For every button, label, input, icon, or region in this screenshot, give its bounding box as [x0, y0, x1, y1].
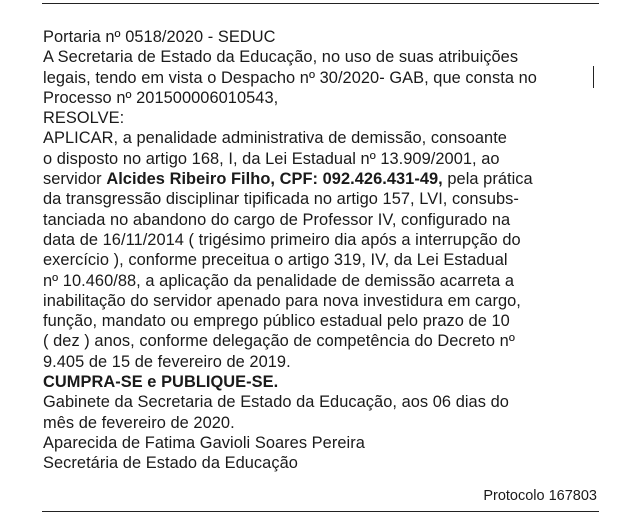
closing-line: Gabinete da Secretaria de Estado da Educação, aos 06 dias do: [43, 393, 509, 412]
signatory-title: Secretária de Estado da Educação: [43, 454, 298, 473]
servant-suffix: pela prática: [442, 170, 533, 189]
body-line: da transgressão disciplinar tipificada no artigo 157, LVI, consubs-: [43, 190, 519, 209]
servant-prefix: servidor: [43, 170, 107, 189]
servant-name-cpf: Alcides Ribeiro Filho, CPF: 092.426.431-49,: [106, 170, 443, 189]
body-line: nº 10.460/88, a aplicação da penalidade de demissão acarreta a: [43, 271, 515, 290]
bottom-divider: [42, 511, 599, 512]
signatory-name: Aparecida de Fatima Gavioli Soares Pereira: [43, 433, 365, 452]
body-line: 9.405 de 15 de fevereiro de 2019.: [43, 352, 291, 371]
body-line: função, mandato ou emprego público estadual pelo prazo de 10: [43, 312, 510, 331]
resolve-label: RESOLVE:: [43, 109, 125, 128]
publish-directive: CUMPRA-SE e PUBLIQUE-SE.: [43, 373, 279, 392]
body-line: ( dez ) anos, conforme delegação de competência do Decreto nº: [43, 332, 515, 351]
intro-line: Processo nº 201500006010543,: [43, 88, 279, 107]
body-line: exercício ), conforme preceitua o artigo 319, IV, da Lei Estadual: [43, 251, 508, 270]
protocol-number: Protocolo 167803: [483, 488, 597, 504]
closing-line: mês de fevereiro de 2020.: [43, 413, 235, 432]
body-line: data de 16/11/2014 ( trigésimo primeiro dia após a interrupção do: [43, 230, 521, 249]
body-line: tanciada no abandono do cargo de Professor IV, configurado na: [43, 210, 511, 229]
intro-line: A Secretaria de Estado da Educação, no uso de suas atribuições: [43, 48, 519, 67]
ordinance-document: [43, 27, 603, 474]
ordinance-header: Portaria nº 0518/2020 - SEDUC: [43, 28, 276, 46]
body-line: o disposto no artigo 168, I, da Lei Estadual nº 13.909/2001, ao: [43, 149, 500, 168]
intro-line: legais, tendo em vista o Despacho nº 30/2020- GAB, que consta no: [43, 68, 537, 87]
text-cursor: [593, 66, 594, 88]
top-divider: [42, 3, 599, 4]
body-line: inabilitação do servidor apenado para nova investidura em cargo,: [43, 291, 521, 310]
body-line: APLICAR, a penalidade administrativa de demissão, consoante: [43, 129, 507, 148]
servant-line: [43, 169, 603, 189]
